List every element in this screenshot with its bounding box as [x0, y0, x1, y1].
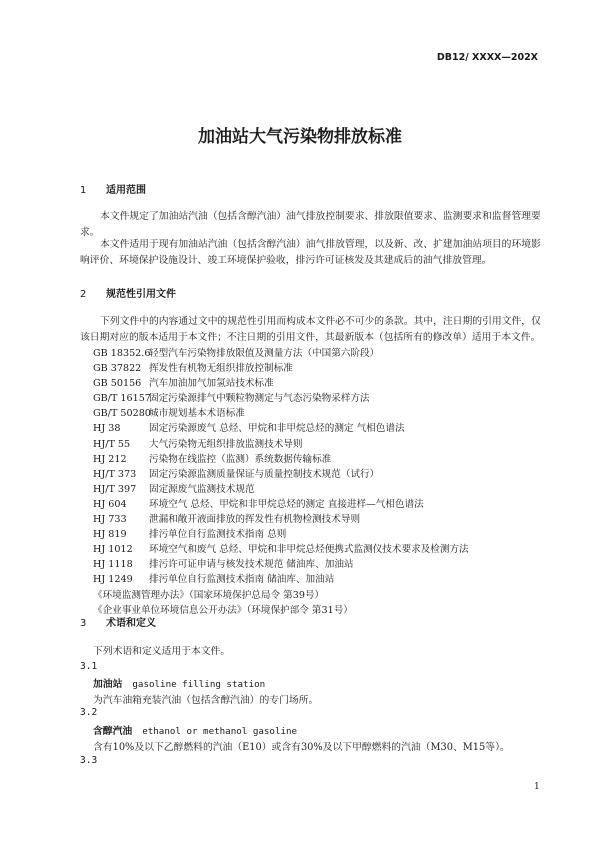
reference-code: HJ/T 397: [93, 483, 137, 495]
clause-number: 3.2: [80, 707, 98, 718]
reference-title: 污染物在线监控（监测）系统数据传输标准: [149, 453, 332, 465]
paragraph: 下列术语和定义适用于本文件。: [93, 646, 231, 657]
page-title: 加油站大气污染物排放标准: [198, 127, 402, 147]
page-number: 1: [534, 782, 540, 792]
term-entry: [93, 676, 265, 690]
term-definition: 为汽车油箱充装汽油（包括含醇汽油）的专门场所。: [93, 695, 319, 706]
reference-item: [93, 572, 469, 587]
reference-title: 环境空气 总烃、甲烷和非甲烷总烃的测定 直接进样—气相色谱法: [149, 498, 424, 510]
referenced-regulation: 《企业事业单位环境信息公开办法》（环境保护部令 第31号）: [93, 604, 353, 616]
term-english: ethanol or methanol gasoline: [142, 726, 298, 737]
reference-title: 固定污染源废气 总烃、甲烷和非甲烷总烃的测定 气相色谱法: [149, 423, 405, 435]
reference-title: 排污单位自行监测技术指南 总则: [149, 529, 287, 541]
section-number: 1: [80, 185, 87, 196]
clause-number: 3.3: [80, 755, 98, 766]
document-code: DB12/ XXXX—202X: [436, 52, 538, 63]
reference-code: HJ 38: [93, 423, 121, 435]
term-chinese: 加油站: [93, 679, 123, 690]
paragraph: 本文件适用于现有加油站汽油（包括含醇汽油）油气排放管理，以及新、改、扩建加油站项目的环境影响评价、环境保护设施设计、竣工环境保护验收，排污许可证核发及其建成后的油气排放管理。: [80, 239, 541, 266]
reference-item: [93, 376, 469, 391]
reference-item: [93, 421, 469, 436]
referenced-regulation: 《环境监测管理办法》（国家环境保护总局令 第39号）: [93, 589, 325, 601]
reference-code: HJ 604: [93, 498, 127, 510]
reference-title: 固定污染源监测质量保证与质量控制技术规范（试行）: [149, 468, 380, 480]
section-title: 术语和定义: [106, 618, 156, 629]
reference-code: GB 18352.6: [93, 348, 151, 359]
section-1-heading: [80, 181, 146, 196]
reference-code: HJ 1012: [93, 544, 133, 556]
reference-code: HJ 212: [93, 453, 127, 465]
reference-item: [93, 542, 469, 557]
paragraph: 下列文件中的内容通过文中的规范性引用而构成本文件必不可少的条款。其中，注日期的引用文件，仅该日期对应的版本适用于本文件；不注日期的引用文件，其最新版本（包括所有的修改单）适用于本文件。: [80, 316, 541, 343]
reference-code: HJ/T 55: [93, 438, 131, 450]
reference-title: 排污单位自行监测技术指南 储油库、加油站: [149, 574, 335, 586]
section-title: 规范性引用文件: [106, 289, 176, 300]
reference-item: [93, 437, 469, 452]
reference-title: 固定源废气监测技术规范: [149, 483, 255, 495]
reference-title: 排污许可证申请与核发技术规范 储油库、加油站: [149, 559, 354, 571]
reference-item: [93, 452, 469, 467]
reference-code: GB/T 50280: [93, 408, 151, 420]
term-english: gasoline filling station: [132, 679, 266, 690]
section-2-heading: [80, 285, 176, 300]
reference-code: HJ/T 373: [93, 468, 137, 480]
reference-code: GB/T 16157: [93, 393, 151, 405]
reference-title: 城市规划基本术语标准: [149, 408, 245, 420]
section-number: 3: [80, 618, 87, 629]
term-chinese: 含醇汽油: [93, 726, 133, 737]
reference-code: HJ 733: [93, 514, 127, 526]
reference-item: [93, 346, 469, 361]
reference-title: 挥发性有机物无组织排放控制标准: [149, 363, 293, 375]
reference-item: [93, 406, 469, 421]
reference-title: 环境空气和废气 总烃、甲烷和非甲烷总烃便携式监测仪技术要求及检测方法: [149, 544, 469, 556]
reference-title: 固定污染源排气中颗粒物测定与气态污染物采样方法: [149, 393, 370, 405]
reference-title: 汽车加油加气加氢站技术标准: [149, 378, 274, 390]
clause-number: 3.1: [80, 661, 98, 672]
reference-title: 泄漏和敞开液面排放的挥发性有机物检测技术导则: [149, 514, 361, 526]
reference-item: [93, 557, 469, 572]
reference-item: [93, 361, 469, 376]
reference-title: 大气污染物无组织排放监测技术导则: [149, 438, 303, 450]
term-definition: 含有10%及以下乙醇燃料的汽油（E10）或含有30%及以下甲醇燃料的汽油（M30、M15等）。: [93, 742, 510, 753]
section-3-heading: [80, 614, 156, 629]
term-entry: [93, 723, 297, 737]
reference-code: GB 50156: [93, 378, 142, 390]
reference-item: [93, 512, 469, 527]
reference-item: [93, 391, 469, 406]
reference-code: GB 37822: [93, 363, 142, 375]
reference-item: [93, 482, 469, 497]
normative-references-list: [93, 346, 469, 618]
reference-item: [93, 467, 469, 482]
reference-code: HJ 819: [93, 529, 127, 541]
reference-title: 轻型汽车污染物排放限值及测量方法（中国第六阶段）: [149, 348, 380, 359]
reference-code: HJ 1249: [93, 574, 133, 586]
section-title: 适用范围: [106, 185, 146, 196]
reference-item: [93, 527, 469, 542]
paragraph: 本文件规定了加油站汽油（包括含醇汽油）油气排放控制要求、排放限值要求、监测要求和监督管理要求。: [80, 211, 541, 238]
section-number: 2: [80, 289, 87, 300]
reference-item: [93, 497, 469, 512]
reference-code: HJ 1118: [93, 559, 133, 571]
